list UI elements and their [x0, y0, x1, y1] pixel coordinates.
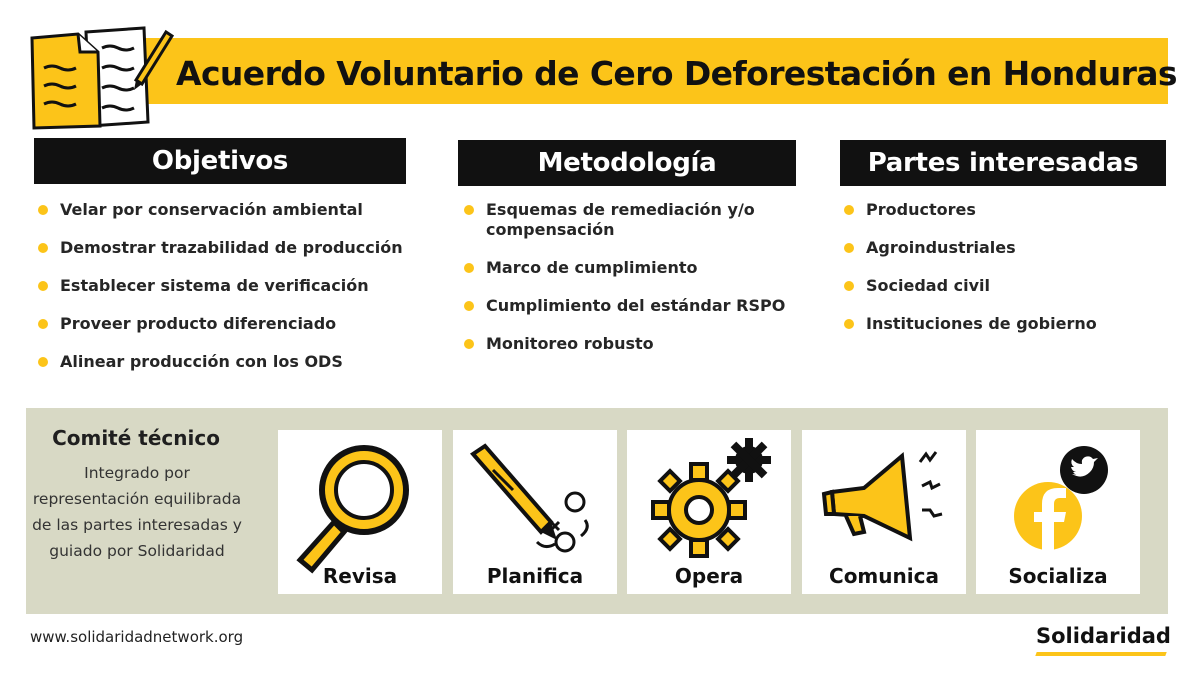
- list-item: Alinear producción con los ODS: [36, 352, 416, 372]
- partes-list: [842, 200, 1172, 352]
- brand-logo: Solidaridad: [1036, 624, 1171, 648]
- bullet-icon: [464, 339, 474, 349]
- list-item: Monitoreo robusto: [462, 334, 802, 354]
- list-item: Instituciones de gobierno: [842, 314, 1172, 334]
- card-revisa: [278, 430, 442, 594]
- list-item: Agroindustriales: [842, 238, 1172, 258]
- bullet-icon: [464, 263, 474, 273]
- document-pen-icon: [26, 18, 176, 130]
- section-heading-partes: Partes interesadas: [840, 140, 1166, 186]
- card-label: Revisa: [322, 564, 398, 588]
- bullet-icon: [464, 205, 474, 215]
- list-item: Sociedad civil: [842, 276, 1172, 296]
- bullet-icon: [38, 319, 48, 329]
- bullet-icon: [464, 301, 474, 311]
- card-label: Comunica: [829, 564, 939, 588]
- bullet-icon: [844, 205, 854, 215]
- card-opera: [627, 430, 791, 594]
- page-title: Acuerdo Voluntario de Cero Deforestación en Honduras: [176, 54, 1177, 93]
- card-planifica: [453, 430, 617, 594]
- list-item: Esquemas de remediación y/o compensación: [462, 200, 802, 240]
- list-item: Productores: [842, 200, 1172, 220]
- committee-title: Comité técnico: [52, 426, 220, 450]
- list-item: Proveer producto diferenciado: [36, 314, 416, 334]
- list-item: Demostrar trazabilidad de producción: [36, 238, 416, 258]
- list-item: Establecer sistema de verificación: [36, 276, 416, 296]
- card-label: Socializa: [1008, 564, 1108, 588]
- section-heading-metodologia: Metodología: [458, 140, 796, 186]
- card-comunica: [802, 430, 966, 594]
- bullet-icon: [38, 243, 48, 253]
- list-item: Marco de cumplimiento: [462, 258, 802, 278]
- list-item: Velar por conservación ambiental: [36, 200, 416, 220]
- bullet-icon: [844, 281, 854, 291]
- bullet-icon: [844, 319, 854, 329]
- committee-description: Integrado por representación equilibrada de las partes interesadas y guiado por Solidaridad: [32, 464, 242, 560]
- bullet-icon: [38, 357, 48, 367]
- website-link[interactable]: www.solidaridadnetwork.org: [30, 628, 244, 646]
- card-label: Opera: [674, 564, 744, 588]
- bullet-icon: [844, 243, 854, 253]
- objetivos-list: [36, 200, 416, 390]
- card-socializa: [976, 430, 1140, 594]
- brand-underline: [1035, 652, 1166, 656]
- bullet-icon: [38, 281, 48, 291]
- list-item: Cumplimiento del estándar RSPO: [462, 296, 802, 316]
- card-label: Planifica: [486, 564, 584, 588]
- metodologia-list: [462, 200, 802, 372]
- section-heading-objetivos: Objetivos: [34, 138, 406, 184]
- bullet-icon: [38, 205, 48, 215]
